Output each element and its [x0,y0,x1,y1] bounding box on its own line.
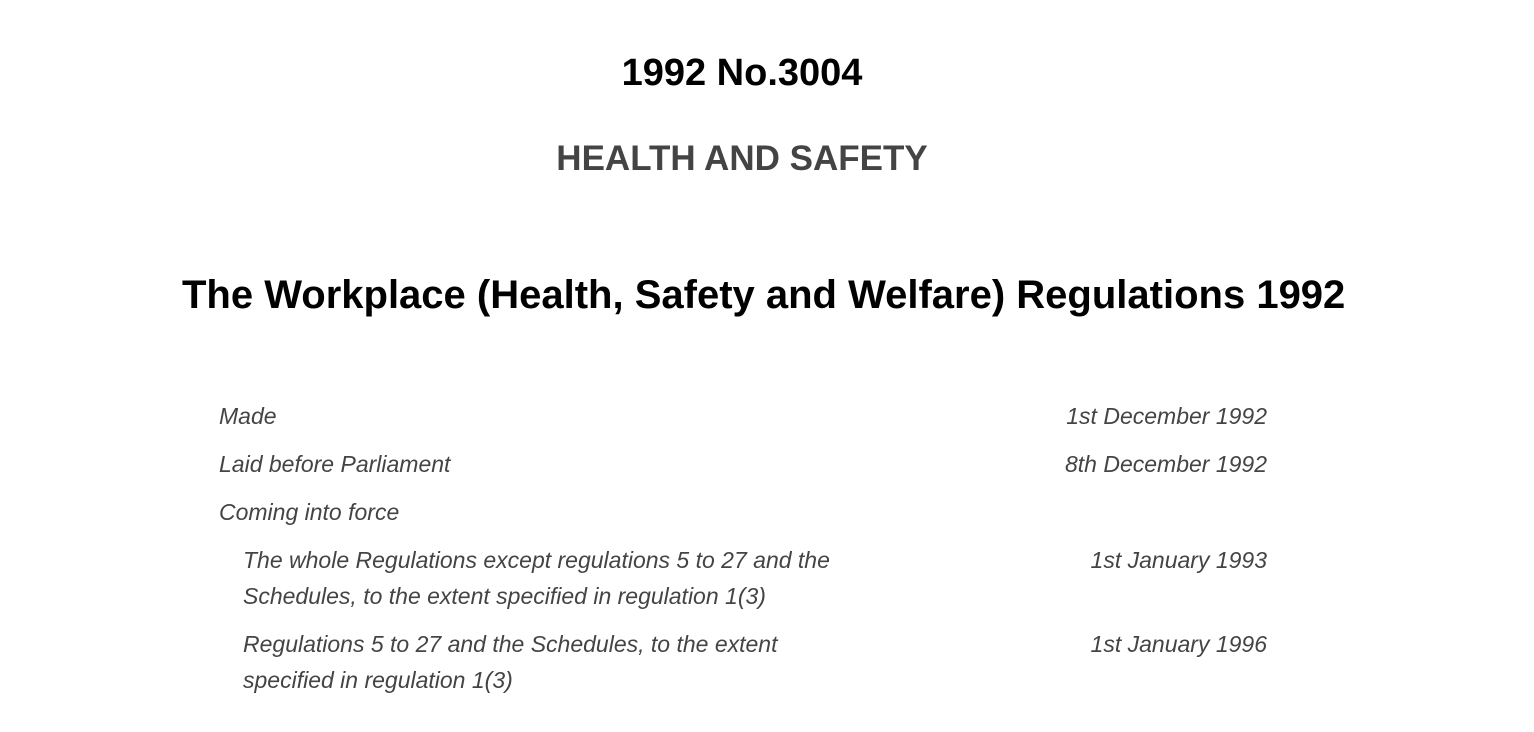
made-row [219,398,1267,434]
made-label: Made [219,403,277,429]
laid-date: 8th December 1992 [1064,451,1267,477]
subject-heading: HEALTH AND SAFETY [556,139,928,178]
laid-label: Laid before Parliament [219,451,451,477]
dates-table [219,398,1267,710]
coming-into-force-label: Coming into force [219,499,400,525]
force-entry-date: 1st January 1993 [1090,547,1267,573]
coming-into-force-row [219,494,1267,530]
force-entry-row [219,542,1267,614]
force-entry-row [219,626,1267,698]
document-number: 1992 No.3004 [621,52,863,94]
force-entry-date: 1st January 1996 [1090,631,1267,657]
force-entry-label: The whole Regulations except regulations 5 to 27 and the Schedules, to the extent specified in regulation 1(3) [243,547,830,609]
document-title: The Workplace (Health, Safety and Welfare) Regulations 1992 [182,273,1346,317]
force-entry-label: Regulations 5 to 27 and the Schedules, to the extent specified in regulation 1(3) [243,631,778,693]
laid-row [219,446,1267,482]
made-date: 1st December 1992 [1066,403,1267,429]
